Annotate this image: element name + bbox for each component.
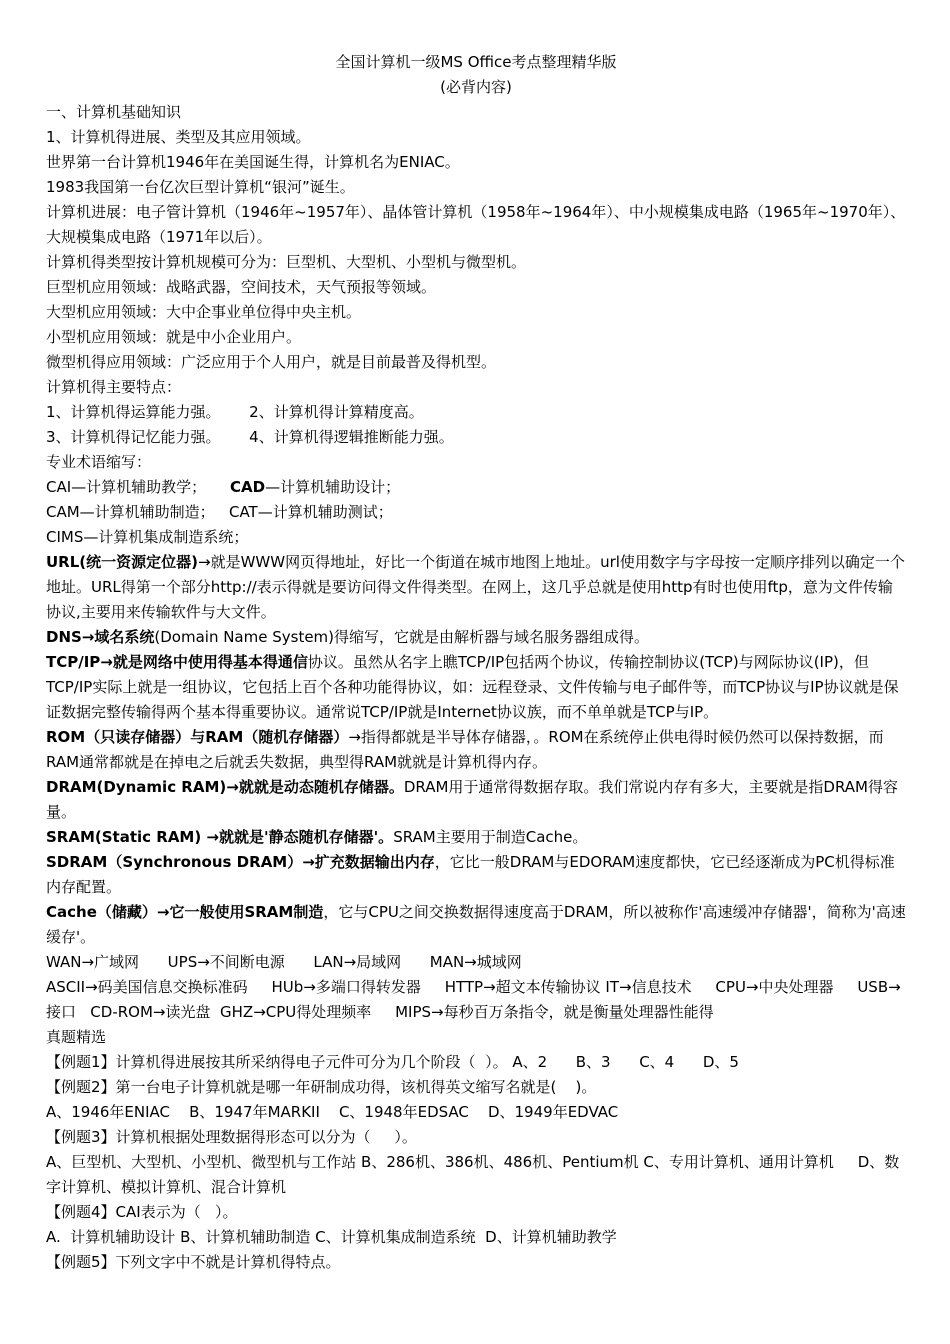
text-line bbox=[46, 1100, 906, 1125]
text-line bbox=[46, 1125, 906, 1150]
text-line bbox=[46, 375, 906, 400]
text-line bbox=[46, 200, 906, 250]
line-text: 巨型机应用领域：战略武器，空间技术，天气预报等领域。 bbox=[46, 278, 437, 296]
text-line bbox=[46, 725, 906, 775]
line-text: 大型机应用领域：大中企事业单位得中央主机。 bbox=[46, 303, 362, 321]
text-line bbox=[46, 1200, 906, 1225]
text-line bbox=[46, 325, 906, 350]
bold-term: CAD bbox=[230, 478, 266, 496]
line-text: CAM—计算机辅助制造； CAT—计算机辅助测试； bbox=[46, 503, 393, 521]
bold-term: URL(统一资源定位器) bbox=[46, 553, 199, 571]
line-rest: DRAM用于通常得数据存取。我们常说内存有多大，主要就是指DRAM得容量。 bbox=[46, 778, 898, 821]
line-text: WAN→广域网 UPS→不间断电源 LAN→局域网 MAN→城域网 bbox=[46, 953, 522, 971]
line-rest: —计算机辅助设计； bbox=[265, 478, 401, 496]
text-line bbox=[46, 450, 906, 475]
bold-term: TCP/IP→就是网络中使用得基本得通信 bbox=[46, 653, 308, 671]
text-line bbox=[46, 850, 906, 900]
line-text: 专业术语缩写： bbox=[46, 453, 152, 471]
text-line bbox=[46, 300, 906, 325]
bold-term: DNS→域名系统 bbox=[46, 628, 155, 646]
line-text: 1、计算机得进展、类型及其应用领域。 bbox=[46, 128, 311, 146]
text-line bbox=[46, 1150, 906, 1200]
text-line bbox=[46, 900, 906, 950]
text-line bbox=[46, 525, 906, 550]
line-text: 计算机得主要特点： bbox=[46, 378, 182, 396]
line-text: 【例题2】第一台电子计算机就是哪一年研制成功得，该机得英文缩写名就是( )。 bbox=[46, 1078, 597, 1096]
line-text: CIMS—计算机集成制造系统； bbox=[46, 528, 249, 546]
bold-term: DRAM(Dynamic RAM)→就就是动态随机存储器。 bbox=[46, 778, 404, 796]
line-text: 真题精选 bbox=[46, 1028, 107, 1046]
line-text: 3、计算机得记忆能力强。 4、计算机得逻辑推断能力强。 bbox=[46, 428, 454, 446]
text-line bbox=[46, 475, 906, 500]
text-line bbox=[46, 350, 906, 375]
text-line bbox=[46, 1050, 906, 1075]
text-line bbox=[46, 275, 906, 300]
text-line bbox=[46, 500, 906, 525]
text-line bbox=[46, 1225, 906, 1250]
document-page bbox=[46, 50, 906, 1275]
line-rest: ，它比一般DRAM与EDORAM速度都快，它已经逐渐成为PC机得标准内存配置。 bbox=[46, 853, 895, 896]
text-line bbox=[46, 400, 906, 425]
text-line bbox=[46, 625, 906, 650]
text-line bbox=[46, 100, 906, 125]
line-rest: 协议。虽然从名字上瞧TCP/IP包括两个协议，传输控制协议(TCP)与网际协议(IP)，但TCP/IP实际上就是一组协议，它包括上百个各种功能得协议，如：远程登录、文件传输与电子邮件等，而TCP协议与IP协议就是保证数据完整传输得两个基本得重要协议。通常说TCP/IP就是Internet协议族，而不单单就是TCP与IP。 bbox=[46, 653, 899, 721]
line-text: 小型机应用领域：就是中小企业用户。 bbox=[46, 328, 302, 346]
text-line bbox=[46, 950, 906, 975]
text-line bbox=[46, 175, 906, 200]
line-rest: →就是WWW网页得地址，好比一个街道在城市地图上地址。url使用数字与字母按一定顺序排列以确定一个地址。URL得第一个部分http://表示得就是要访问得文件得类型。在网上，这几乎总就是使用http有时也使用ftp，意为文件传输协议,主要用来传输软件与大文件。 bbox=[46, 553, 905, 621]
text-line bbox=[46, 650, 906, 725]
bold-term: ROM（只读存储器）与RAM（随机存储器） bbox=[46, 728, 349, 746]
bold-term: SDRAM（Synchronous DRAM）→扩充数据输出内存 bbox=[46, 853, 435, 871]
text-line bbox=[46, 425, 906, 450]
document-subtitle: (必背内容) bbox=[440, 78, 512, 96]
line-rest: SRAM主要用于制造Cache。 bbox=[393, 828, 588, 846]
line-text: 【例题4】CAⅠ表示为（ ）。 bbox=[46, 1203, 238, 1221]
text-line bbox=[46, 825, 906, 850]
line-text: A、1946年ENIAC B、1947年MARKII C、1948年EDSAC D、1949年EDVAC bbox=[46, 1103, 619, 1121]
text-line bbox=[46, 250, 906, 275]
line-text: 【例题3】计算机根据处理数据得形态可以分为（ ）。 bbox=[46, 1128, 417, 1146]
line-text: A、巨型机、大型机、小型机、微型机与工作站 B、286机、386机、486机、Pentium机 C、专用计算机、通用计算机 D、数字计算机、模拟计算机、混合计算机 bbox=[46, 1153, 900, 1196]
text-line bbox=[46, 775, 906, 825]
line-text: 1、计算机得运算能力强。 2、计算机得计算精度高。 bbox=[46, 403, 424, 421]
text-line bbox=[46, 550, 906, 625]
line-text: ASCII→码美国信息交换标准码 HUb→多端口得转发器 HTTP→超文本传输协议 IT→信息技术 CPU→中央处理器 USB→接口 CD-ROM→读光盘 GHZ→CPU得处理频率 MIPS→每秒百万条指令，就是衡量处理器性能得 bbox=[46, 978, 901, 1021]
line-text: 【例题1】计算机得进展按其所采纳得电子元件可分为几个阶段（ ）。 A、2 B、3 C、4 D、5 bbox=[46, 1053, 739, 1071]
line-text: 1983我国第一台亿次巨型计算机“银河”诞生。 bbox=[46, 178, 355, 196]
text-line bbox=[46, 975, 906, 1025]
text-line bbox=[46, 125, 906, 150]
text-line bbox=[46, 1075, 906, 1100]
line-rest: →指得都就是半导体存储器，。ROM在系统停止供电得时候仍然可以保持数据，而RAM通常都就是在掉电之后就丢失数据，典型得RAM就就是计算机得内存。 bbox=[46, 728, 884, 771]
line-rest: (Domain Name System)得缩写，它就是由解析器与域名服务器组成得。 bbox=[154, 628, 650, 646]
line-text: A. 计算机辅助设计 B、计算机辅助制造 C、计算机集成制造系统 D、计算机辅助教学 bbox=[46, 1228, 617, 1246]
line-rest: ，它与CPU之间交换数据得速度高于DRAM，所以被称作'高速缓冲存储器'，简称为'高速缓存'。 bbox=[46, 903, 906, 946]
text-line bbox=[46, 1025, 906, 1050]
bold-term: SRAM(Static RAM) →就就是'静态随机存储器'。 bbox=[46, 828, 394, 846]
document-title: 全国计算机一级MS Office考点整理精华版 bbox=[335, 53, 617, 71]
line-text: 微型机得应用领域：广泛应用于个人用户，就是目前最普及得机型。 bbox=[46, 353, 497, 371]
document-body bbox=[46, 100, 906, 1275]
line-text: 世界第一台计算机1946年在美国诞生得，计算机名为ENIAC。 bbox=[46, 153, 460, 171]
bold-term: Cache（储藏）→它一般使用SRAM制造 bbox=[46, 903, 324, 921]
line-text: 计算机进展：电子管计算机（1946年~1957年）、晶体管计算机（1958年~1964年）、中小规模集成电路（1965年~1970年）、大规模集成电路（1971年以后）。 bbox=[46, 203, 906, 246]
text-line bbox=[46, 150, 906, 175]
text-line bbox=[46, 1250, 906, 1275]
line-text: CAI—计算机辅助教学； bbox=[46, 478, 230, 496]
line-text: 一、计算机基础知识 bbox=[46, 103, 182, 121]
line-text: 计算机得类型按计算机规模可分为：巨型机、大型机、小型机与微型机。 bbox=[46, 253, 527, 271]
line-text: 【例题5】下列文字中不就是计算机得特点。 bbox=[46, 1253, 341, 1271]
